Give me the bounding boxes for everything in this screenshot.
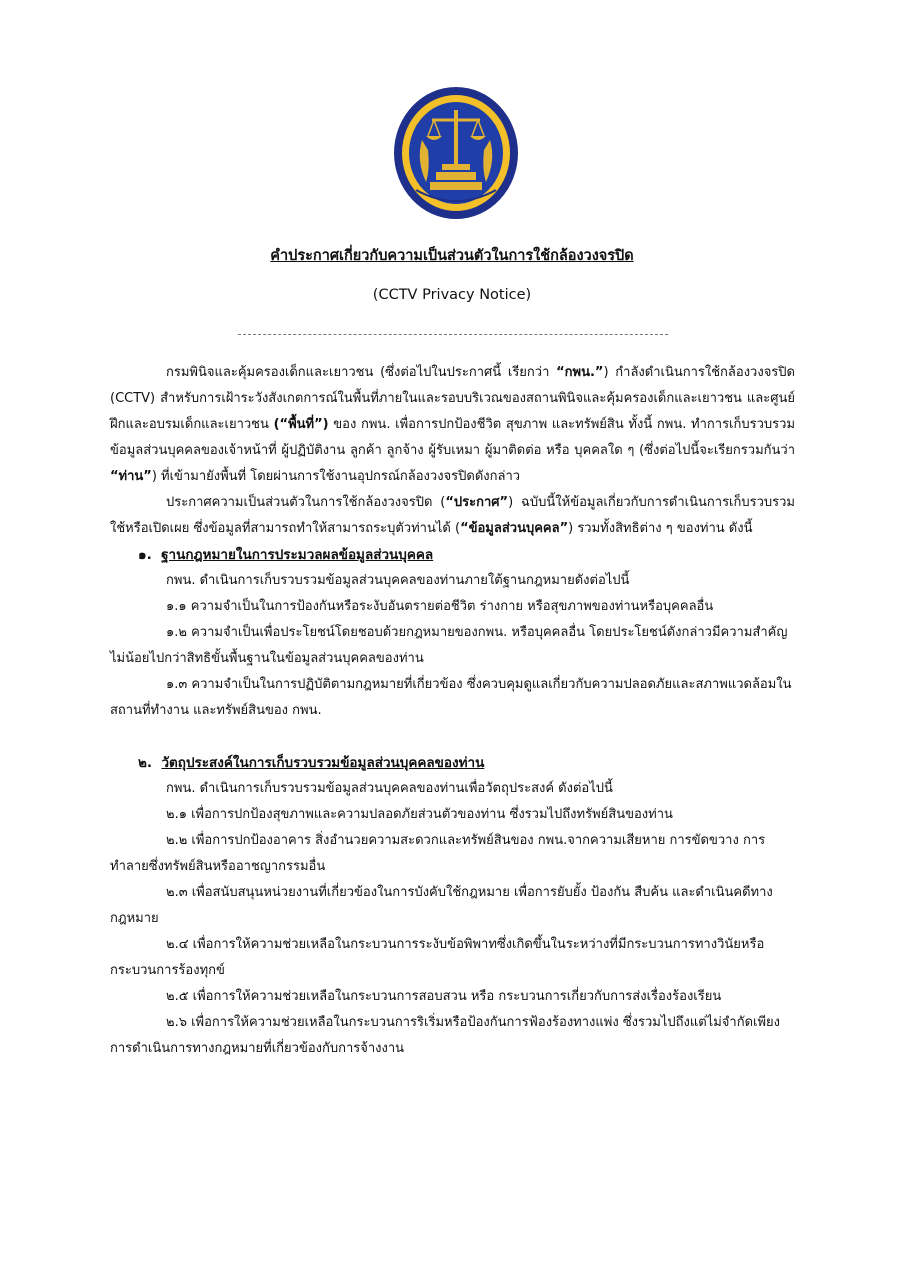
intro-paragraph-1: กรมพินิจและคุ้มครองเด็กและเยาวชน (ซึ่งต่อไปในประกาศนี้ เรียกว่า “กพน.”) กำลังดำเนินการใช้กล้องวงจรปิด (CCTV) สำหรับการเฝ้าระวังสังเกตการณ์ในพื้นที่ภายในและรอบบริเวณของสถานพินิจและคุ้มครองเด็กและเยาวชน และศูนย์ฝึกและอบรมเด็กและเยาวชน (“พื้นที่”) ของ กพน. เพื่อการปกป้องชีวิต สุขภาพ และทรัพย์สิน ทั้งนี้ กพน. ทำการเก็บรวบรวมข้อมูลส่วนบุคคลของเจ้าหน้าที่ ผู้ปฏิบัติงาน ลูกค้า ลูกจ้าง ผู้รับเหมา ผู้มาติดต่อ หรือ บุคคลใด ๆ (ซึ่งต่อไปนี้จะเรียกรวมกันว่า “ท่าน”) ที่เข้ามายังพื้นที่ โดยผ่านการใช้งานอุปกรณ์กล้องวงจรปิดดังกล่าว xyxy=(110,365,796,484)
section-2-item: ๒.๑ เพื่อการปกป้องสุขภาพและความปลอดภัยส่วนตัวของท่าน ซึ่งรวมไปถึงทรัพย์สินของท่าน xyxy=(166,807,673,822)
page-subtitle: (CCTV Privacy Notice) xyxy=(372,287,532,303)
section-2-item: ๒.๒ เพื่อการปกป้องอาคาร สิ่งอำนวยความสะดวกและทรัพย์สินของ กพน.จากความเสียหาย การขัดขวาง การทำลายซึ่งทรัพย์สินหรืออาชญากรรมอื่น xyxy=(110,833,766,874)
dashed-divider xyxy=(238,334,668,335)
section-1-item: ๑.๑ ความจำเป็นในการป้องกันหรือระงับอันตรายต่อชีวิต ร่างกาย หรือสุขภาพของท่านหรือบุคคลอื่น xyxy=(166,599,714,614)
section-2-item: ๒.๖ เพื่อการให้ความช่วยเหลือในกระบวนการริเริ่มหรือป้องกันการฟ้องร้องทางแพ่ง ซึ่งรวมไปถึงแต่ไม่จำกัดเพียงการดำเนินการทางกฎหมายที่เกี่ยวข้องกับการจ้างงาน xyxy=(110,1015,780,1056)
section-2-item: ๒.๓ เพื่อสนับสนุนหน่วยงานที่เกี่ยวข้องในการบังคับใช้กฎหมาย เพื่อการยับยั้ง ป้องกัน สืบค้น และดำเนินคดีทางกฎหมาย xyxy=(110,885,773,926)
section-2-item: ๒.๔ เพื่อการให้ความช่วยเหลือในกระบวนการระงับข้อพิพาทซึ่งเกิดขึ้นในระหว่างที่มีกระบวนการทางวินัยหรือกระบวนการร้องทุกข์ xyxy=(110,937,765,978)
section-1-item: ๑.๒ ความจำเป็นเพื่อประโยชน์โดยชอบด้วยกฎหมายของกพน. หรือบุคคลอื่น โดยประโยชน์ดังกล่าวมีความสำคัญไม่น้อยไปกว่าสิทธิขั้นพื้นฐานในข้อมูลส่วนบุคคลของท่าน xyxy=(110,625,788,666)
page-title: คำประกาศเกี่ยวกับความเป็นส่วนตัวในการใช้กล้องวงจรปิด xyxy=(270,248,634,264)
section-1-lead: กพน. ดำเนินการเก็บรวบรวมข้อมูลส่วนบุคคลของท่านภายใต้ฐานกฎหมายดังต่อไปนี้ xyxy=(166,573,630,588)
section-2-heading: ๒. วัตถุประสงค์ในการเก็บรวบรวมข้อมูลส่วนบุคคลของท่าน xyxy=(138,755,485,771)
section-2-item: ๒.๕ เพื่อการให้ความช่วยเหลือในกระบวนการสอบสวน หรือ กระบวนการเกี่ยวกับการส่งเรื่องร้องเรียน xyxy=(166,989,722,1004)
intro-paragraph-2: ประกาศความเป็นส่วนตัวในการใช้กล้องวงจรปิด (“ประกาศ”) ฉบับนี้ให้ข้อมูลเกี่ยวกับการดำเนินการเก็บรวบรวม ใช้หรือเปิดเผย ซึ่งข้อมูลที่สามารถทำให้สามารถระบุตัวท่านได้ (“ข้อมูลส่วนบุคคล”) รวมทั้งสิทธิต่าง ๆ ของท่าน ดังนี้ xyxy=(110,495,795,536)
section-1-item: ๑.๓ ความจำเป็นในการปฏิบัติตามกฎหมายที่เกี่ยวข้อง ซึ่งควบคุมดูแลเกี่ยวกับความปลอดภัยและสภาพแวดล้อมในสถานที่ทำงาน และทรัพย์สินของ กพน. xyxy=(110,677,792,718)
section-2-lead: กพน. ดำเนินการเก็บรวบรวมข้อมูลส่วนบุคคลของท่านเพื่อวัตถุประสงค์ ดังต่อไปนี้ xyxy=(166,781,613,796)
department-seal-logo xyxy=(386,80,526,226)
section-1-heading: ๑. ฐานกฎหมายในการประมวลผลข้อมูลส่วนบุคคล xyxy=(138,547,434,563)
notice-body xyxy=(110,360,795,1062)
